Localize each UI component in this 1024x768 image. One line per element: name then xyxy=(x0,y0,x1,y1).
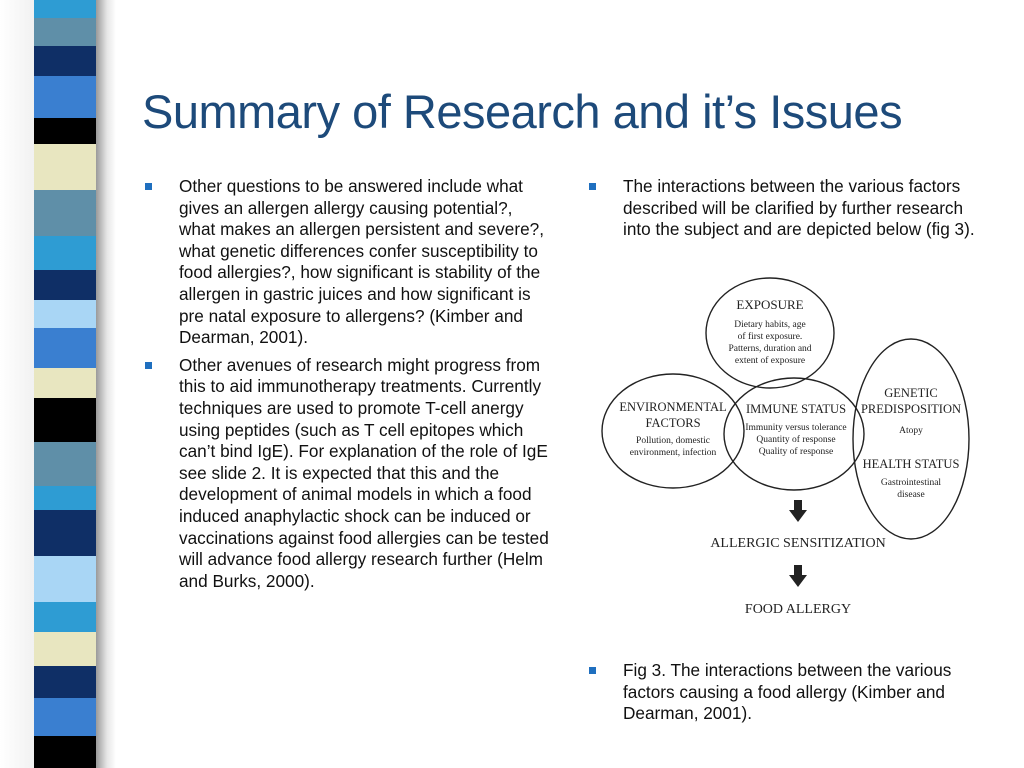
strip-band xyxy=(34,698,96,736)
square-bullet-icon xyxy=(589,667,596,674)
health-heading: HEALTH STATUS xyxy=(862,457,960,471)
bullet-text: Other avenues of research might progress from this to aid immunotherapy treatments. Currently techniques are used to promote T-cell anergy using peptides (such as T cell epitopes which can’t bind IgE). For explanation of the role of IgE see slide 2. It is expected that this and the development of animal models in which a food induced anaphylactic shock can be induced or vaccinations against food allergies can be tested will advance food allergy research further (Helm and Burks, 2000). xyxy=(179,354,549,591)
exposure-line: Patterns, duration and xyxy=(728,344,812,354)
environmental-circle xyxy=(602,374,744,488)
strip-band xyxy=(34,486,96,510)
strip-band xyxy=(34,236,96,270)
bullet-item xyxy=(586,660,986,725)
down-arrow-icon xyxy=(789,565,807,587)
figure-caption xyxy=(586,660,986,731)
strip-band xyxy=(34,328,96,368)
square-bullet-icon xyxy=(589,183,596,190)
slide-title: Summary of Research and it’s Issues xyxy=(142,85,903,138)
down-arrow-icon xyxy=(789,500,807,522)
exposure-line: extent of exposure xyxy=(734,356,806,366)
allergic-sensitization-label: ALLERGIC SENSITIZATION xyxy=(710,536,886,551)
immune-line: Immunity versus tolerance xyxy=(745,423,847,433)
strip-shadow xyxy=(96,0,116,768)
bullet-item xyxy=(142,355,552,593)
genetic-heading: PREDISPOSITION xyxy=(860,402,962,416)
genetic-circle xyxy=(853,339,969,539)
square-bullet-icon xyxy=(145,362,152,369)
decorative-strip xyxy=(0,0,120,768)
bullet-text: The interactions between the various factors described will be clarified by further research into the subject and are depicted below (fig 3). xyxy=(623,176,975,240)
strip-color-bands xyxy=(34,0,96,768)
exposure-heading: EXPOSURE xyxy=(736,297,804,312)
strip-band xyxy=(34,300,96,328)
immune-heading: IMMUNE STATUS xyxy=(745,402,847,416)
bullet-item xyxy=(142,176,552,349)
strip-band xyxy=(34,602,96,632)
strip-band xyxy=(34,398,96,442)
exposure-line: of first exposure. xyxy=(737,332,803,342)
strip-band xyxy=(34,736,96,768)
genetic-heading: GENETIC xyxy=(884,386,938,400)
immune-status-circle xyxy=(724,378,864,490)
food-allergy-diagram xyxy=(598,276,988,621)
immune-line: Quality of response xyxy=(758,447,834,457)
bullet-text: Other questions to be answered include what gives an allergen allergy causing potential?, what makes an allergen persistent and severe?, what genetic differences confer susceptibility to food allergies?, how significant is stability of the allergen in gastric juices and how significant is pre natal exposure to allergens? (Kimber and Dearman, 2001). xyxy=(179,176,544,348)
strip-band xyxy=(34,442,96,486)
strip-band xyxy=(34,18,96,46)
strip-band xyxy=(34,368,96,398)
caption-text: Fig 3. The interactions between the various factors causing a food allergy (Kimber and Dearman, 2001). xyxy=(623,660,952,724)
left-column xyxy=(142,176,552,598)
strip-band xyxy=(34,556,96,602)
strip-band xyxy=(34,510,96,556)
health-line: disease xyxy=(897,490,925,500)
genetic-line: Atopy xyxy=(899,426,923,436)
strip-band xyxy=(34,76,96,118)
environmental-heading: FACTORS xyxy=(645,416,701,430)
strip-band xyxy=(34,666,96,698)
exposure-line: Dietary habits, age xyxy=(734,320,806,330)
strip-band xyxy=(34,118,96,144)
environmental-line: Pollution, domestic xyxy=(636,436,710,446)
square-bullet-icon xyxy=(145,183,152,190)
strip-highlight xyxy=(0,0,34,768)
immune-line: Quantity of response xyxy=(756,435,836,445)
environmental-line: environment, infection xyxy=(629,448,717,458)
strip-band xyxy=(34,144,96,190)
environmental-heading: ENVIRONMENTAL xyxy=(619,400,727,414)
strip-band xyxy=(34,632,96,666)
strip-band xyxy=(34,190,96,236)
right-column xyxy=(586,176,986,247)
strip-band xyxy=(34,0,96,18)
health-line: Gastrointestinal xyxy=(880,478,942,488)
strip-band xyxy=(34,46,96,76)
bullet-item xyxy=(586,176,986,241)
food-allergy-label: FOOD ALLERGY xyxy=(744,602,852,617)
strip-band xyxy=(34,270,96,300)
